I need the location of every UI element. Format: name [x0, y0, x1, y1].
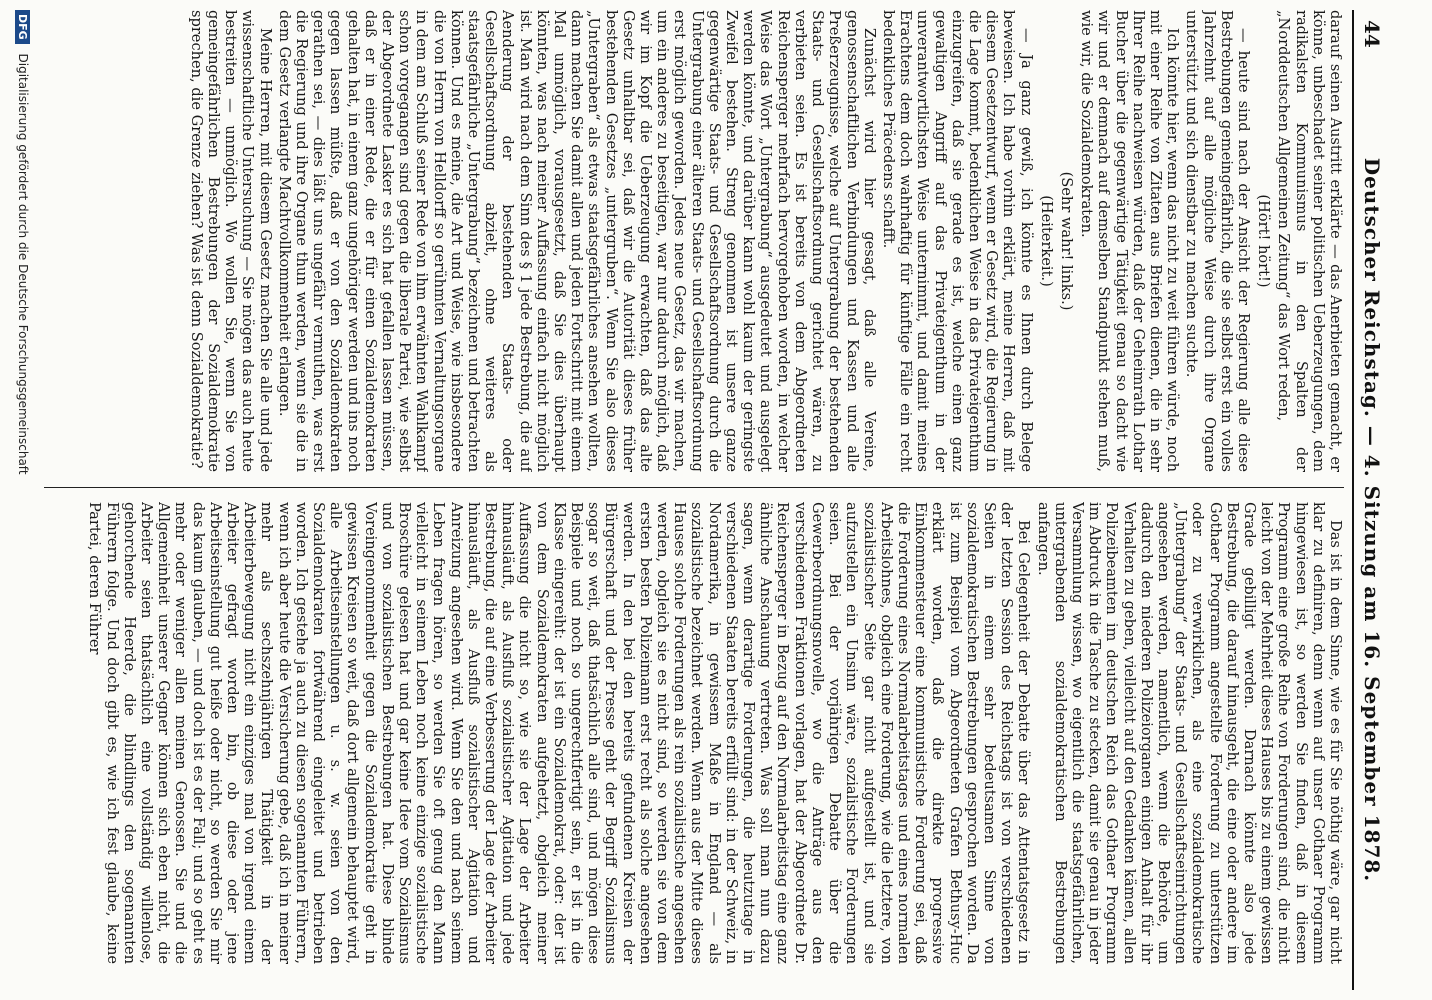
- paragraph: (Hört! hört!): [1255, 194, 1273, 288]
- running-head: Deutscher Reichstag. — 4. Sitzung am 16. September 1878.: [1360, 157, 1384, 883]
- paragraph: (Sehr wahr! links.): [1057, 171, 1075, 311]
- header-rule: [1352, 10, 1354, 990]
- paragraph: Das ist in dem Sinne, wie es für Sie nöthig wäre, gar nicht klar zu definiren, denn wenn auf unser Gothaer Programm hingewiesen ist, so werden Sie finden, daß in diesem Programm eine große Reihe von Forderungen sind, die nicht leicht von der Mehrheit dieses Hauses bis zu einem gewissen Grade gebilligt werden. Darnach könnte also jede Bestrebung, die darauf hinausgeht, die eine oder andere im Gothaer Programm angestellte Forderung zu unterstützen oder zu verwirklichen, als eine sozialdemokratische „Untergrabung“ der Staats- und Gesellschaftseinrichtungen angesehen werden, namentlich, wenn die Behörde, um dadurch den niederen Polizeiorganen einigen Anhalt für ihr Verhalten zu geben, vielleicht auf den Gedanken kämen, allen Polizeibeamten im deutschen Reich das Gothaer Programm im Abdruck in die Tasche zu stecken, damit sie genau in jeder Versammlung wissen, wo eigentlich die staatsgefährlichen, untergrabenden sozialdemokratischen Bestrebungen anfangen.: [1034, 502, 1344, 964]
- paragraph: — heute sind nach der Ansicht der Regierung alle diese Bestrebungen gemeingefährlich, die sie selbst erst ein volles Jahrzehnt auf alle mögliche Weise durch ihre Organe unterstützt und sich dienstbar zu machen suchte.: [1183, 10, 1252, 472]
- digitization-credit: Digitalisierung gefördert durch die Deutsche Forschungsgemeinschaft: [16, 53, 30, 475]
- page-number: 44: [1360, 20, 1384, 48]
- column-right: [44, 502, 1344, 964]
- paragraph: darauf seinen Austritt erklärte — das Anerbieten gemacht, er könne, unbeschadet seiner politischen Ueberzeugungen, dem radikalsten Kommunismus in den Spalten der „Norddeutschen Allgemeinen Zeitung“ das Wort reden,: [1275, 10, 1344, 472]
- column-divider: [44, 487, 1344, 488]
- digitization-footer: [4, 10, 30, 990]
- paragraph: Bei Gelegenheit der Debatte über das Attentatsgesetz in der letzten Session des Reichstags ist von verschiedenen Seiten in einem sehr bedeutsamen Sinne von sozialdemokratischen Bestrebungen gesprochen worden. Da ist zum Beispiel vom Abgeordneten Grafen Bethusy-Huc erklärt worden, daß die direkte progressive Einkommensteuer eine kommunistische Forderung sei, daß die Forderung eines Normalarbeitstages und eines normalen Arbeitslohnes, obgleich eine Forderung, wie die letztere, von sozialistischer Seite gar nicht aufgestellt ist, und sie aufzustellen ein Unsinn wäre, sozialistische Forderungen seien. Bei der vorjährigen Debatte über die Gewerbeordnungsnovelle, wo die Anträge aus den verschiedenen Fraktionen vorlagen, hat der Abgeordnete Dr. Reichensperger in Bezug auf den Normalarbeitstag eine ganz ähnliche Anschauung vertreten. Was soll man nun dazu sagen, wenn derartige Forderungen, die heutzutage in verschiedenen Staaten bereits erfüllt sind: in der Schweiz, in Nordamerika, in gewissem Maße in England — als sozialistische bezeichnet werden. Wenn aus der Mitte dieses Hauses solche Forderungen als rein sozialistische angesehen werden, obgleich sie es nicht sind, so werden sie von dem ersten besten Polizeimann erst recht als solche angesehen werden. In den bei den bereits gefundenen Kreisen der Bürgerschaft und der Presse geht der Begriff Sozialismus sogar so weit, daß thatsächlich alle sind, und mögen diese Beispiele und noch so ungerechtfertigt sein, er ist in die Klasse eingereiht: der ist ein Sozialdemokrat, oder: der ist von dem Sozialdemokraten aufgehetzt, obgleich meiner Auffassung die nicht so, wie sie der Lage der Arbeiter hinausläuft, als Ausfluß sozialistischer Agitation und jede Bestrebung, die auf eine Verbesserung der Lage der Arbeiter hinausläuft, als Ausfluß sozialistischer Agitation und Anreizung angesehen wird. Wenn Sie den und nach seinem Leben fragen hören, so werden Sie oft genug den Mann vielleicht in seinem Leben noch keine einzige sozialistische Broschüre gelesen hat und gar keine Idee vom Sozialismus und von sozialistischen Bestrebungen hat. Diese blinde Voreingenommenheit gegen die Sozialdemokratie geht in gewissen Kreisen so weit, daß dort allgemein behauptet wird, alle Arbeitseinstellungen u. s. w. seien von den Sozialdemokraten fortwährend eingeleitet und betrieben worden. Ich gestehe ja auch zu diesen sogenannten Führern, wenn ich aber heute die Versicherung gebe, daß ich in meiner mehr als sechszehnjährigen Thätigkeit in der Arbeiterbewegung nicht ein einziges mal von irgend einem Arbeiter gefragt worden bin, ob diese oder jene Arbeitseinstellung gut heiße oder nicht, so werden Sie mir das kaum glauben, — und doch ist es der Fall; und so geht es mehr oder weniger allen meinen Genossen. Sie und die Allgemeinheit unserer Gegner können sich eben nicht, die Arbeiter seien thatsächlich eine vollständig willenlose, gehorchende Heerde, die blindlings den sogenannten Führern folge. Und doch gibt es, wie ich fest glaube, keine Partei, deren Führer: [86, 502, 1033, 964]
- paragraph: Meine Herren, mit diesem Gesetz machen Sie alle und jede wissenschaftliche Untersuchung — Sie mögen das auch heute bestreiten — unmöglich. Wo wollen Sie, wenn Sie von gemeingefährlichen Bestrebungen der Sozialdemokratie sprechen, die Grenze ziehen? Was ist denn Sozialdemokratie?: [187, 10, 274, 472]
- paragraph: — Ja ganz gewiß, ich könnte es Ihnen durch Belege beweisen. Ich habe vorhin erklärt, meine Herren, daß mit diesem Gesetzentwurf, wenn er Gesetz wird, die Regierung in die Lage kommt, bedenklichen Weise in das Privateigenthum einzugreifen, daß sie gerade es ist, welche einen ganz gewaltigen Angriff auf das Privateigenthum in der unverantwortlichsten Weise unternimmt, und damit meines Erachtens dem doch wahrhaftig für künftige Fälle ein recht bedenkliches Präcedens schafft.: [879, 10, 1035, 472]
- paragraph: Zunächst wird hier gesagt, daß alle Vereine, genossenschaftlichen Verbindungen und Kassen und alle Preßerzeugnisse, welche auf Untergrabung der bestehenden Staats- und Gesellschaftsordnung gerichtet wären, zu verbieten seien. Es ist bereits von dem Abgeordneten Reichensperger mehrfach hervorgehoben worden, in welcher Weise das Wort „Untergrabung“ ausgedeutet und ausgelegt werden könnte, und darüber kann wohl kaum der geringste Zweifel bestehen. Streng genommen ist unsere ganze gegenwärtige Staats- und Gesellschaftsordnung durch die Untergrabung einer älteren Staats- und Gesellschaftsordnung erst möglich geworden. Jedes neue Gesetz, das wir machen, um ein anderes zu beseitigen, war nur dadurch möglich, daß wir im Kopf die Ueberzeugung erwachten, daß das alte Gesetz unhaltbar sei, daß wir die Autorität dieses früher bestehenden Gesetzes „untergruben“. Wenn Sie also dieses „Untergraben“ als etwas staatsgefährliches ansehen wollten, dann machen Sie damit allen und jeden Fortschritt mit einem Mal unmöglich, vorausgesetzt, daß Sie dies überhaupt könnten, was nach meiner Auffassung einfach nicht möglich ist. Man wird nach dem Sinn des § 1 jede Bestrebung, die auf Aenderung der bestehenden Staats- oder Gesellschaftsordnung abzielt, ohne weiteres als staatsgefährliche „Untergrabung“ bezeichnen und betrachten können. Und es meine, die Art und Weise, wie insbesondere die von Herrn von Helldorff so gerühmten Vernaltungsorgane in dem am Schluß seiner Rede von ihm erwähnten Wahlkampf schon vorgegangen sind gegen die liberale Partei, wie selbst der Abgeordnete Lasker es sich hat gefallen lassen müssen, daß er in einer Rede, die er für einen Sozialdemokraten gehalten hat, in einem ganz ungehöriger werden und ins noch gegen lassen müßte, daß er von den Sozialdemokraten gerathen sei, — dies läßt uns ungefähr vermuthen, was erst die Regierung und ihre Organe thun werden, wenn sie die in dem Gesetz verlangte Machtvollkommenheit erlangen.: [275, 10, 878, 472]
- dfg-logo: DFG: [15, 10, 30, 44]
- column-left: [44, 10, 1344, 472]
- page-header: [1356, 0, 1392, 1000]
- paragraph: (Heiterkeit.): [1037, 195, 1055, 287]
- paragraph: Ich könnte hier, wenn das nicht zu weit führen würde, noch mit einer Reihe von Zitaten aus Briefen dienen, die in sehr Ihrer Reihe nachweisen würden, daß der Geheimrath Lothar Bucher über die gegenwärtige Tätigkeit genau so dacht wie wir und er demnach auf demselben Standpunkt stehen muß, wie wir, die Sozialdemokraten.: [1078, 10, 1182, 472]
